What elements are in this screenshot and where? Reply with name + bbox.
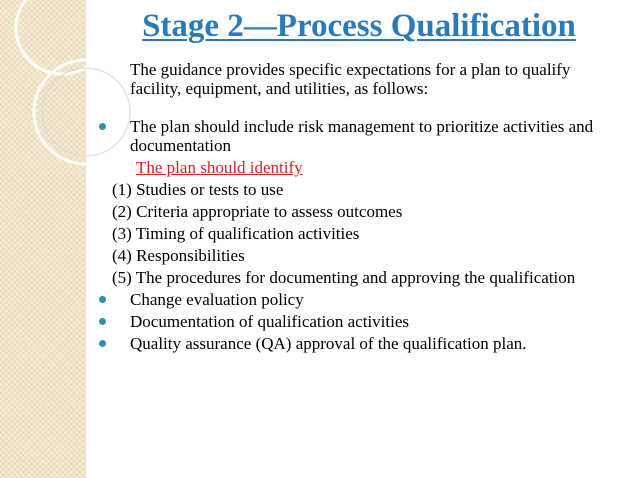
bullet-risk-management: The plan should include risk management to prioritize activities and documentation [112, 117, 622, 155]
numbered-item-2: (2) Criteria appropriate to assess outcomes [112, 202, 403, 221]
bullet-change-evaluation: Change evaluation policy [112, 290, 622, 309]
bullet-qa-approval: Quality assurance (QA) approval of the qualification plan. [112, 334, 622, 353]
numbered-item-5: (5) The procedures for documenting and approving the qualification [112, 268, 576, 287]
slide-title: Stage 2—Process Qualification [142, 8, 576, 44]
bullet-documentation: Documentation of qualification activities [112, 312, 622, 331]
intro-paragraph: The guidance provides specific expectations for a plan to qualify facility, equipment, and utilities, as follows: [130, 60, 571, 98]
red-heading: The plan should identify [136, 158, 303, 177]
numbered-item-1: (1) Studies or tests to use [112, 180, 284, 199]
numbered-item-4: (4) Responsibilities [112, 246, 245, 265]
numbered-item-3: (3) Timing of qualification activities [112, 224, 360, 243]
slide-content [112, 60, 622, 353]
